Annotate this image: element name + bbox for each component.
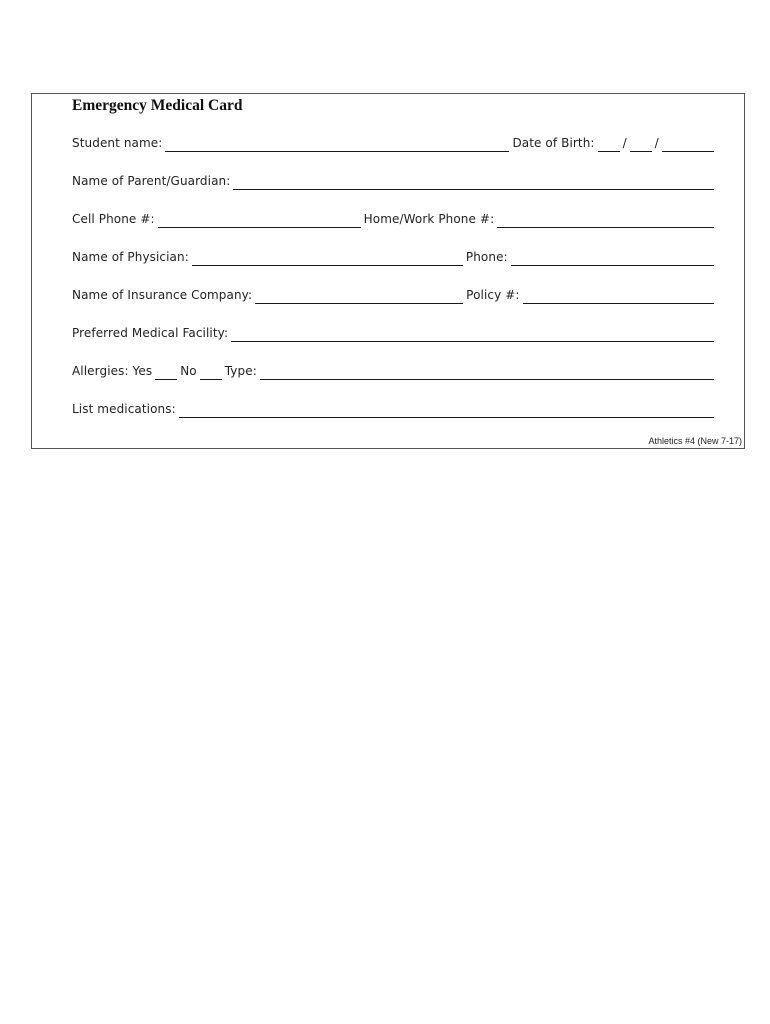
- cell-phone-field[interactable]: [158, 214, 361, 228]
- date-of-birth-label: Date of Birth:: [512, 136, 595, 150]
- allergies-yes-label: Allergies: Yes: [72, 364, 153, 378]
- row-physician: [72, 246, 714, 266]
- dob-year-field[interactable]: [662, 138, 714, 152]
- insurance-company-field[interactable]: [255, 290, 463, 304]
- medications-field[interactable]: [179, 404, 714, 418]
- student-name-label: Student name:: [72, 136, 163, 150]
- dob-separator: /: [654, 136, 659, 150]
- allergies-no-field[interactable]: [200, 366, 222, 380]
- medical-facility-field[interactable]: [231, 328, 714, 342]
- physician-phone-label: Phone:: [465, 250, 508, 264]
- row-parent: [72, 170, 714, 190]
- dob-day-field[interactable]: [630, 138, 652, 152]
- dob-separator: /: [622, 136, 627, 150]
- home-work-phone-field[interactable]: [497, 214, 714, 228]
- allergies-type-label: Type:: [224, 364, 257, 378]
- row-phones: [72, 208, 714, 228]
- physician-field[interactable]: [192, 252, 463, 266]
- policy-field[interactable]: [523, 290, 715, 304]
- emergency-medical-card: [31, 93, 745, 449]
- allergies-yes-field[interactable]: [155, 366, 177, 380]
- parent-guardian-label: Name of Parent/Guardian:: [72, 174, 231, 188]
- dob-month-field[interactable]: [598, 138, 620, 152]
- home-work-phone-label: Home/Work Phone #:: [363, 212, 495, 226]
- allergies-type-field[interactable]: [260, 366, 714, 380]
- parent-guardian-field[interactable]: [233, 176, 714, 190]
- physician-label: Name of Physician:: [72, 250, 189, 264]
- medications-label: List medications:: [72, 402, 176, 416]
- student-name-field[interactable]: [165, 138, 509, 152]
- policy-label: Policy #:: [466, 288, 520, 302]
- insurance-company-label: Name of Insurance Company:: [72, 288, 253, 302]
- row-insurance: [72, 284, 714, 304]
- cell-phone-label: Cell Phone #:: [72, 212, 155, 226]
- physician-phone-field[interactable]: [511, 252, 714, 266]
- allergies-no-label: No: [180, 364, 197, 378]
- row-student: [72, 132, 714, 152]
- card-title: Emergency Medical Card: [72, 97, 243, 114]
- row-facility: [72, 322, 714, 342]
- row-medications: [72, 398, 714, 418]
- form-footer-code: Athletics #4 (New 7-17): [648, 436, 742, 446]
- medical-facility-label: Preferred Medical Facility:: [72, 326, 229, 340]
- row-allergies: [72, 360, 714, 380]
